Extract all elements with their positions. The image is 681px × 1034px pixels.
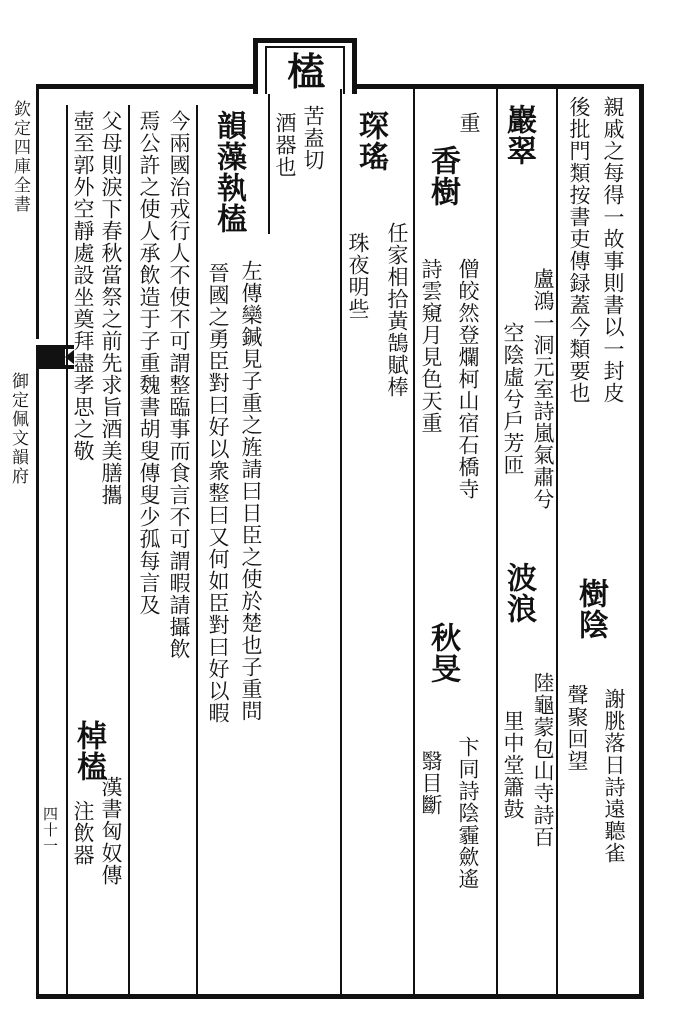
headword-chenyao: 琛瑤 xyxy=(353,110,388,172)
text-column-4d: 里中堂簫鼓 xyxy=(501,710,525,820)
frame-right-border xyxy=(639,84,644,999)
fish-tail-mark xyxy=(36,345,74,369)
margin-top-fragment: 欽定四庫全書 xyxy=(10,100,30,214)
text-column-13: 壺至郭外空靜處設坐奠拜盡孝思之敬 xyxy=(71,110,95,462)
headword-bolang: 波浪 xyxy=(501,562,536,624)
entry-gloss: 酒器也 xyxy=(273,112,297,178)
frame-left-border-lower xyxy=(36,360,39,999)
headword-zhike: 韻藻執榼 xyxy=(211,110,246,234)
text-zhong-marker: 重 xyxy=(457,112,481,134)
column-rule xyxy=(340,89,342,994)
page-number: 四十一 xyxy=(41,806,59,854)
text-column-6a: 詩雲窺月見色天重 xyxy=(419,258,443,434)
text-column-10: 今兩國治戎行人不使不可謂整臨事而食言不可謂暇請攝飲 xyxy=(167,110,191,660)
column-rule xyxy=(196,105,198,994)
frame-left-border xyxy=(36,84,39,339)
column-rule xyxy=(556,89,558,994)
text-column-3c: 聲聚回望 xyxy=(565,684,589,772)
text-column-7b: 任家相拾黃鵠賦棒 xyxy=(385,222,409,398)
text-column-9: 晉國之勇臣對曰好以衆整曰又何如臣對曰好以暇 xyxy=(206,262,230,724)
text-column-7c: 珠夜明些 xyxy=(346,232,370,320)
margin-book-title: 御定佩文韻府 xyxy=(8,372,28,486)
text-column-2: 後批門類按書吏傳録蓋今類要也 xyxy=(567,96,591,404)
headword-xiangshu: 香樹 xyxy=(425,145,460,207)
column-rule xyxy=(496,89,498,994)
text-column-4a: 空陰虛兮戶芳匝 xyxy=(501,322,525,476)
headword-zhaoke: 棹榼 xyxy=(71,720,106,782)
text-column-5b: 僧皎然登爛柯山宿石橋寺 xyxy=(456,258,480,500)
text-column-1: 親戚之每得一故事則書以一封皮 xyxy=(601,96,625,404)
headword-yancui: 巖翠 xyxy=(501,104,536,166)
text-column-12c: 漢書匈奴傳 xyxy=(99,776,123,886)
column-rule xyxy=(128,105,130,994)
text-column-2c: 謝朓落日詩遠聽雀 xyxy=(602,688,626,864)
text-column-13b: 注飲器 xyxy=(71,800,95,866)
text-column-12: 父母則淚下春秋當祭之前先求旨酒美膳攜 xyxy=(99,110,123,506)
entry-reading: 苦盍切 xyxy=(301,105,325,171)
text-column-11: 焉公許之使人承飲造于子重魏書胡叟傳叟少孤每言及 xyxy=(137,110,161,616)
column-rule xyxy=(66,105,68,994)
text-column-5d: 卞同詩陰霾歛遙 xyxy=(456,736,480,890)
column-rule xyxy=(413,89,415,994)
frame-bottom-border xyxy=(36,994,644,999)
text-column-6b: 翳目斷 xyxy=(419,750,443,816)
text-column-4c: 陸龜蒙包山寺詩百 xyxy=(531,672,555,848)
headword-shuyin: 樹陰 xyxy=(573,578,608,640)
column-rule xyxy=(268,94,270,234)
text-column-3b: 盧鴻一洞元室詩嵐氣肅兮 xyxy=(531,268,555,510)
head-character: 榼 xyxy=(286,49,325,94)
text-column-8b: 左傳欒鍼見子重之旌請曰日臣之使於楚也子重問 xyxy=(239,260,263,722)
headword-qiumin: 秋旻 xyxy=(425,622,460,684)
